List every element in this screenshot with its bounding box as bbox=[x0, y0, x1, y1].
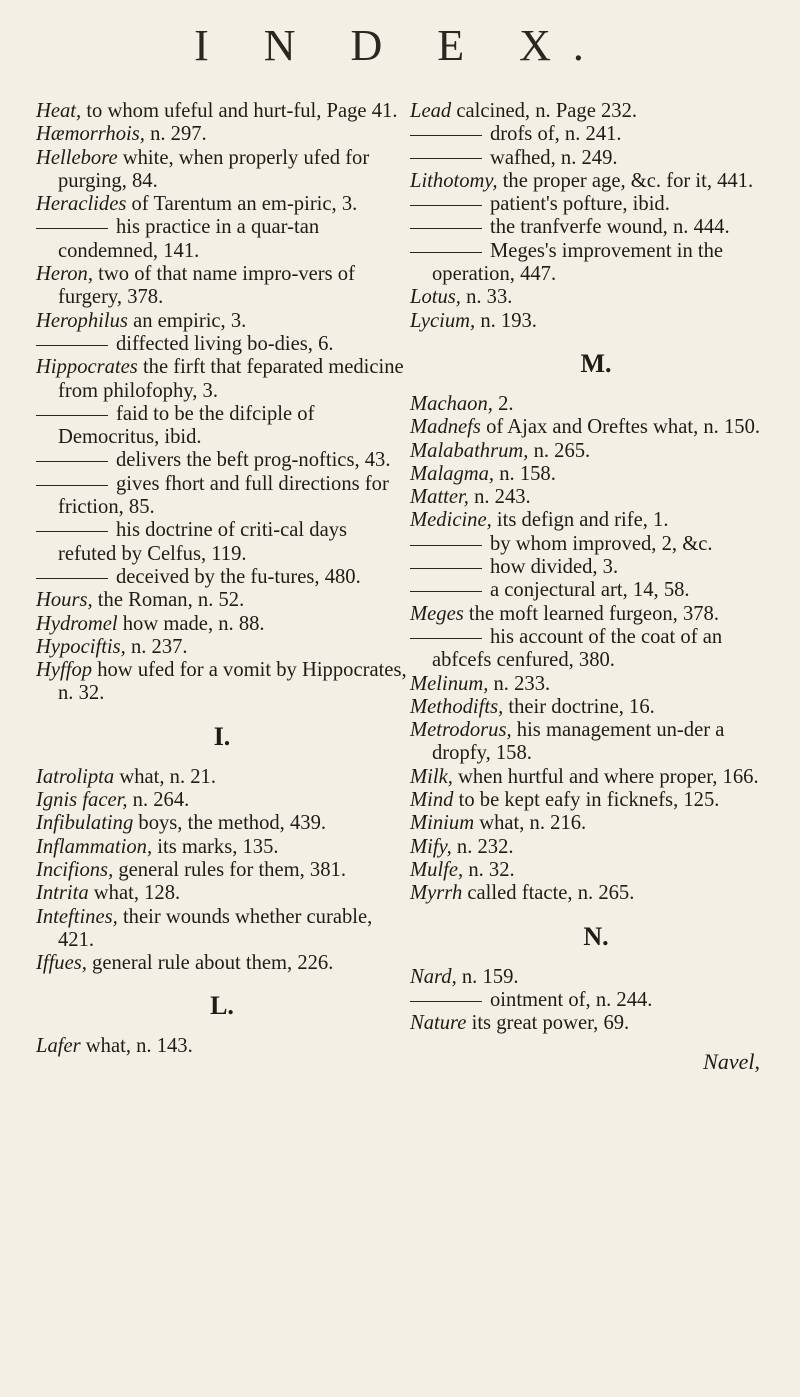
entry-text: when hurtful and where proper, 166. bbox=[452, 765, 759, 788]
entry-text: a conjectural art, 14, 58. bbox=[490, 579, 690, 602]
section-l-right bbox=[410, 100, 782, 333]
index-entry bbox=[410, 626, 782, 673]
entry-term: Lithotomy, bbox=[410, 169, 498, 192]
entry-term: Medicine, bbox=[410, 509, 492, 532]
entry-term: Incifions, bbox=[36, 858, 114, 881]
index-entry bbox=[410, 696, 782, 719]
index-entry bbox=[36, 403, 408, 450]
index-entry bbox=[410, 1012, 782, 1035]
entry-text: the tranfverfe wound, n. 444. bbox=[490, 216, 730, 239]
section-letter-i: I. bbox=[213, 721, 231, 751]
right-column bbox=[410, 100, 782, 1075]
index-entry bbox=[410, 147, 782, 170]
ditto-rule bbox=[36, 461, 108, 462]
index-entry bbox=[410, 789, 782, 812]
index-entry bbox=[36, 100, 408, 123]
index-entry bbox=[36, 147, 408, 194]
index-entry bbox=[36, 449, 408, 472]
index-entry bbox=[410, 766, 782, 789]
entry-text: deceived by the fu-tures, 480. bbox=[116, 565, 361, 588]
index-entry bbox=[36, 589, 408, 612]
index-entry bbox=[36, 789, 408, 812]
entry-text: n. 264. bbox=[127, 789, 190, 812]
section-letter-l: L. bbox=[210, 991, 234, 1021]
index-entry bbox=[410, 882, 782, 905]
entry-text: by whom improved, 2, &c. bbox=[490, 532, 713, 555]
ditto-rule bbox=[36, 345, 108, 346]
entry-term: Hæmorrhois, bbox=[36, 123, 145, 146]
entry-text: the Roman, n. 52. bbox=[92, 589, 245, 612]
ditto-rule bbox=[410, 591, 482, 592]
entry-text: 2. bbox=[492, 392, 514, 415]
index-entry bbox=[36, 193, 408, 216]
entry-text: its marks, 135. bbox=[152, 835, 279, 858]
entry-term: Meges bbox=[410, 602, 464, 625]
entry-term: Herophilus bbox=[36, 309, 128, 332]
entry-text: calcined, n. Page 232. bbox=[451, 100, 638, 122]
entry-text: patient's pofture, ibid. bbox=[490, 193, 670, 216]
entry-text: white, when properly ufed for purging, 84. bbox=[58, 146, 370, 192]
entry-text: general rule about them, 226. bbox=[86, 952, 334, 975]
entry-term: Mind bbox=[410, 789, 454, 812]
index-entry bbox=[36, 636, 408, 659]
entry-term: Hypociftis, bbox=[36, 635, 126, 658]
entry-text: his doctrine of criti-cal days refuted by Celfus, 119. bbox=[58, 519, 348, 565]
entry-text: how made, n. 88. bbox=[117, 612, 265, 635]
entry-text: how ufed for a vomit by Hippocrates, n. 32. bbox=[58, 659, 407, 705]
entry-term: Machaon, bbox=[410, 392, 493, 415]
section-letter-n: N. bbox=[583, 921, 609, 951]
ditto-rule bbox=[36, 578, 108, 579]
entry-text: n. 32. bbox=[463, 858, 515, 881]
index-entry bbox=[36, 356, 408, 403]
entry-text: gives fhort and full directions for friction, 85. bbox=[58, 472, 389, 519]
index-entry bbox=[410, 216, 782, 239]
index-entry bbox=[410, 123, 782, 146]
index-entry bbox=[36, 123, 408, 146]
ditto-rule bbox=[36, 228, 108, 229]
entry-term: Nard, bbox=[410, 965, 457, 988]
entry-term: Minium bbox=[410, 812, 475, 835]
entry-text: n. 159. bbox=[456, 965, 519, 988]
index-entry bbox=[410, 859, 782, 882]
index-entry bbox=[36, 263, 408, 310]
entry-term: Myrrh bbox=[410, 882, 463, 905]
entry-term: Inteftines, bbox=[36, 905, 118, 928]
entry-text: how divided, 3. bbox=[490, 556, 619, 579]
ditto-rule bbox=[410, 638, 482, 639]
index-entry bbox=[410, 240, 782, 287]
entry-text: to be kept eafy in ficknefs, 125. bbox=[453, 789, 720, 812]
ditto-rule bbox=[410, 545, 482, 546]
entry-text: n. 265. bbox=[528, 439, 591, 462]
entry-term: Ignis facer, bbox=[36, 789, 128, 812]
entry-term: Malabathrum, bbox=[410, 439, 529, 462]
entry-text: Meges's improvement in the operation, 447. bbox=[432, 239, 724, 286]
entry-term: Hydromel bbox=[36, 612, 118, 635]
entry-text: diffected living bo-dies, 6. bbox=[116, 332, 334, 355]
entry-term: Inflammation, bbox=[36, 835, 153, 858]
entry-text: drofs of, n. 241. bbox=[490, 123, 622, 146]
entry-term: Mulfe, bbox=[410, 858, 464, 881]
entry-term: Lotus, bbox=[410, 286, 461, 309]
ditto-rule bbox=[410, 228, 482, 229]
entry-text: what, n. 143. bbox=[80, 1035, 193, 1058]
index-entry bbox=[36, 812, 408, 835]
entry-term: Metrodorus, bbox=[410, 719, 512, 742]
index-entry bbox=[410, 556, 782, 579]
entry-text: what, 128. bbox=[88, 882, 181, 905]
entry-text: n. 237. bbox=[125, 635, 188, 658]
entry-text: to whom ufeful and hurt-ful, Page 41. bbox=[81, 100, 398, 122]
section-letter-m: M. bbox=[580, 348, 612, 378]
entry-term: Iatrolipta bbox=[36, 765, 115, 788]
index-entry bbox=[410, 812, 782, 835]
index-entry bbox=[36, 766, 408, 789]
entry-text: the firft that feparated medicine from philofophy, 3. bbox=[58, 356, 404, 402]
ditto-rule bbox=[410, 135, 482, 136]
entry-term: Malagma, bbox=[410, 462, 495, 485]
entry-text: its great power, 69. bbox=[466, 1012, 630, 1035]
index-entry bbox=[410, 286, 782, 309]
entry-term: Infibulating bbox=[36, 812, 134, 835]
entry-text: n. 243. bbox=[468, 486, 531, 509]
entry-text: what, n. 21. bbox=[114, 765, 216, 788]
entry-text: boys, the method, 439. bbox=[133, 812, 327, 835]
index-entry bbox=[36, 333, 408, 356]
entry-text: of Ajax and Oreftes what, n. 150. bbox=[480, 416, 761, 439]
entry-term: Lafer bbox=[36, 1035, 81, 1058]
entry-term: Methodifts, bbox=[410, 695, 504, 718]
index-entry bbox=[410, 989, 782, 1012]
entry-text: ointment of, n. 244. bbox=[490, 988, 653, 1011]
ditto-rule bbox=[410, 568, 482, 569]
index-entry bbox=[410, 440, 782, 463]
index-entry bbox=[410, 719, 782, 766]
ditto-rule bbox=[410, 158, 482, 159]
entry-text: n. 158. bbox=[494, 462, 556, 485]
ditto-rule bbox=[36, 531, 108, 532]
index-entry bbox=[410, 603, 782, 626]
entry-term: Intrita bbox=[36, 882, 89, 905]
index-entry bbox=[410, 673, 782, 696]
entry-term: Hyffop bbox=[36, 659, 93, 682]
index-entry bbox=[36, 882, 408, 905]
index-entry bbox=[36, 1035, 408, 1058]
index-entry bbox=[410, 463, 782, 486]
entry-term: Matter, bbox=[410, 486, 469, 509]
entry-text: the proper age, &c. for it, 441. bbox=[497, 169, 754, 192]
index-entry bbox=[410, 966, 782, 989]
page-header: I N D E X. bbox=[194, 21, 606, 70]
index-entry bbox=[410, 100, 782, 123]
section-i bbox=[36, 766, 408, 976]
entry-text: an empiric, 3. bbox=[127, 309, 247, 332]
entry-term: Hippocrates bbox=[36, 356, 138, 379]
catchword: Navel, bbox=[703, 1049, 760, 1075]
entry-text: n. 193. bbox=[475, 309, 537, 332]
entry-text: two of that name impro-vers of furgery, 378. bbox=[58, 263, 355, 309]
entry-term: Melinum, bbox=[410, 672, 489, 695]
ditto-rule bbox=[410, 205, 482, 206]
entry-text: their wounds whether curable, 421. bbox=[58, 905, 373, 951]
entry-term: Madnefs bbox=[410, 416, 481, 439]
entry-term: Iffues, bbox=[36, 952, 87, 975]
index-entry bbox=[36, 906, 408, 953]
section-m bbox=[410, 393, 782, 906]
index-entry bbox=[36, 216, 408, 263]
entry-term: Lycium, bbox=[410, 309, 476, 332]
entry-text: general rules for them, 381. bbox=[113, 858, 346, 881]
entry-term: Mify, bbox=[410, 835, 452, 858]
index-entry bbox=[36, 859, 408, 882]
index-entry bbox=[410, 170, 782, 193]
index-entry bbox=[410, 486, 782, 509]
entry-text: n. 33. bbox=[460, 286, 513, 309]
entry-term: Hellebore bbox=[36, 146, 118, 169]
entry-text: their doctrine, 16. bbox=[503, 695, 655, 718]
left-column bbox=[36, 100, 408, 1059]
ditto-rule bbox=[36, 485, 108, 486]
entry-text: its defign and rife, 1. bbox=[491, 509, 669, 532]
index-entry bbox=[36, 836, 408, 859]
entry-term: Heraclides bbox=[36, 193, 127, 216]
index-entry bbox=[36, 659, 408, 706]
entry-text: what, n. 216. bbox=[474, 812, 587, 835]
entry-text: n. 233. bbox=[488, 672, 551, 695]
index-entry bbox=[410, 193, 782, 216]
entry-text: his practice in a quar-tan condemned, 141. bbox=[58, 216, 320, 262]
entry-term: Hours, bbox=[36, 589, 93, 612]
entry-term: Lead bbox=[410, 100, 452, 122]
index-entry bbox=[410, 393, 782, 416]
index-entry bbox=[36, 566, 408, 589]
index-entry bbox=[410, 416, 782, 439]
entry-text: his account of the coat of an abfcefs cenfured, 380. bbox=[432, 625, 723, 672]
entry-text: his management un-der a dropfy, 158. bbox=[432, 719, 725, 765]
entry-text: wafhed, n. 249. bbox=[490, 146, 618, 169]
entry-text: faid to be the difciple of Democritus, ibid. bbox=[58, 402, 315, 449]
index-entry bbox=[36, 519, 408, 566]
section-l-left bbox=[36, 1035, 408, 1058]
entry-term: Milk, bbox=[410, 765, 453, 788]
index-entry bbox=[36, 952, 408, 975]
section-h bbox=[36, 100, 408, 706]
index-entry bbox=[410, 836, 782, 859]
ditto-rule bbox=[36, 415, 108, 416]
ditto-rule bbox=[410, 252, 482, 253]
index-entry bbox=[410, 579, 782, 602]
entry-text: called ftacte, n. 265. bbox=[462, 882, 635, 905]
entry-term: Heat, bbox=[36, 100, 82, 122]
entry-text: of Tarentum an em-piric, 3. bbox=[126, 193, 358, 216]
index-entry bbox=[410, 310, 782, 333]
entry-term: Heron, bbox=[36, 263, 94, 286]
index-entry bbox=[410, 509, 782, 532]
entry-text: the moft learned furgeon, 378. bbox=[463, 602, 719, 625]
ditto-rule bbox=[410, 1001, 482, 1002]
entry-text: n. 232. bbox=[451, 835, 514, 858]
entry-term: Nature bbox=[410, 1012, 467, 1035]
section-n bbox=[410, 966, 782, 1036]
entry-text: n. 297. bbox=[144, 123, 207, 146]
index-entry bbox=[36, 310, 408, 333]
index-entry bbox=[410, 533, 782, 556]
index-entry bbox=[36, 613, 408, 636]
index-entry bbox=[36, 473, 408, 520]
entry-text: delivers the beft prog-noftics, 43. bbox=[116, 449, 391, 472]
